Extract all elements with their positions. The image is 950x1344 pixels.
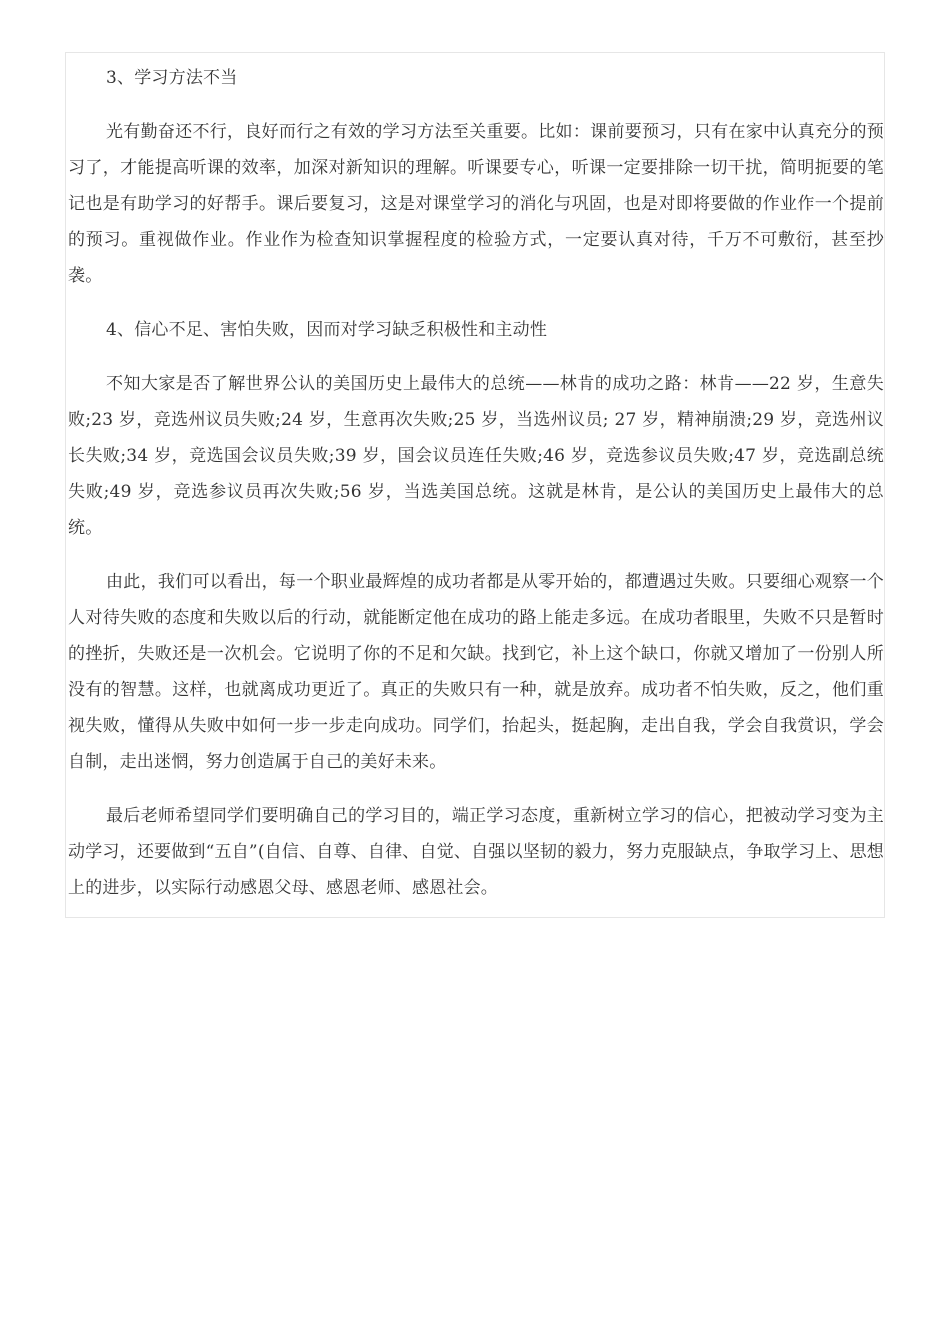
section-heading-4: 4、信心不足、害怕失败，因而对学习缺乏积极性和主动性 [106, 320, 548, 340]
paragraph-lincoln: 不知大家是否了解世界公认的美国历史上最伟大的总统——林肯的成功之路：林肯——22 岁，生意失败;23 岁，竞选州议员失败;24 岁，生意再次失败;25 岁，当选州议员; 27 岁，精神崩溃;29 岁，竞选州议长失败;34 岁，竞选国会议员失败;39 岁，国会议员连任失败;46 岁，竞选参议员失败;47 岁，竞选副总统失败;49 岁，竞选参议员再次失败;56 岁，当选美国总统。这就是林肯，是公认的美国历史上最伟大的总统。 [68, 374, 884, 538]
paragraph-study-methods: 光有勤奋还不行，良好而行之有效的学习方法至关重要。比如：课前要预习，只有在家中认真充分的预习了，才能提高听课的效率，加深对新知识的理解。听课要专心，听课一定要排除一切干扰，简明扼要的笔记也是有助学习的好帮手。课后要复习，这是对课堂学习的消化与巩固，也是对即将要做的作业作一个提前的预习。重视做作业。作业作为检查知识掌握程度的检验方式，一定要认真对待，千万不可敷衍，甚至抄袭。 [68, 122, 884, 286]
document-body [68, 60, 884, 924]
section-heading-3: 3、学习方法不当 [106, 68, 238, 88]
paragraph-conclusion: 最后老师希望同学们要明确自己的学习目的，端正学习态度，重新树立学习的信心，把被动学习变为主动学习，还要做到“五自”(自信、自尊、自律、自觉、自强以坚韧的毅力，努力克服缺点，争取学习上、思想上的进步，以实际行动感恩父母、感恩老师、感恩社会。 [68, 806, 884, 898]
paragraph-failure: 由此，我们可以看出，每一个职业最辉煌的成功者都是从零开始的，都遭遇过失败。只要细心观察一个人对待失败的态度和失败以后的行动，就能断定他在成功的路上能走多远。在成功者眼里，失败不只是暂时的挫折，失败还是一次机会。它说明了你的不足和欠缺。找到它，补上这个缺口，你就又增加了一份别人所没有的智慧。这样，也就离成功更近了。真正的失败只有一种，就是放弃。成功者不怕失败，反之，他们重视失败，懂得从失败中如何一步一步走向成功。同学们，抬起头，挺起胸，走出自我，学会自我赏识，学会自制，走出迷惘，努力创造属于自己的美好未来。 [68, 572, 884, 772]
